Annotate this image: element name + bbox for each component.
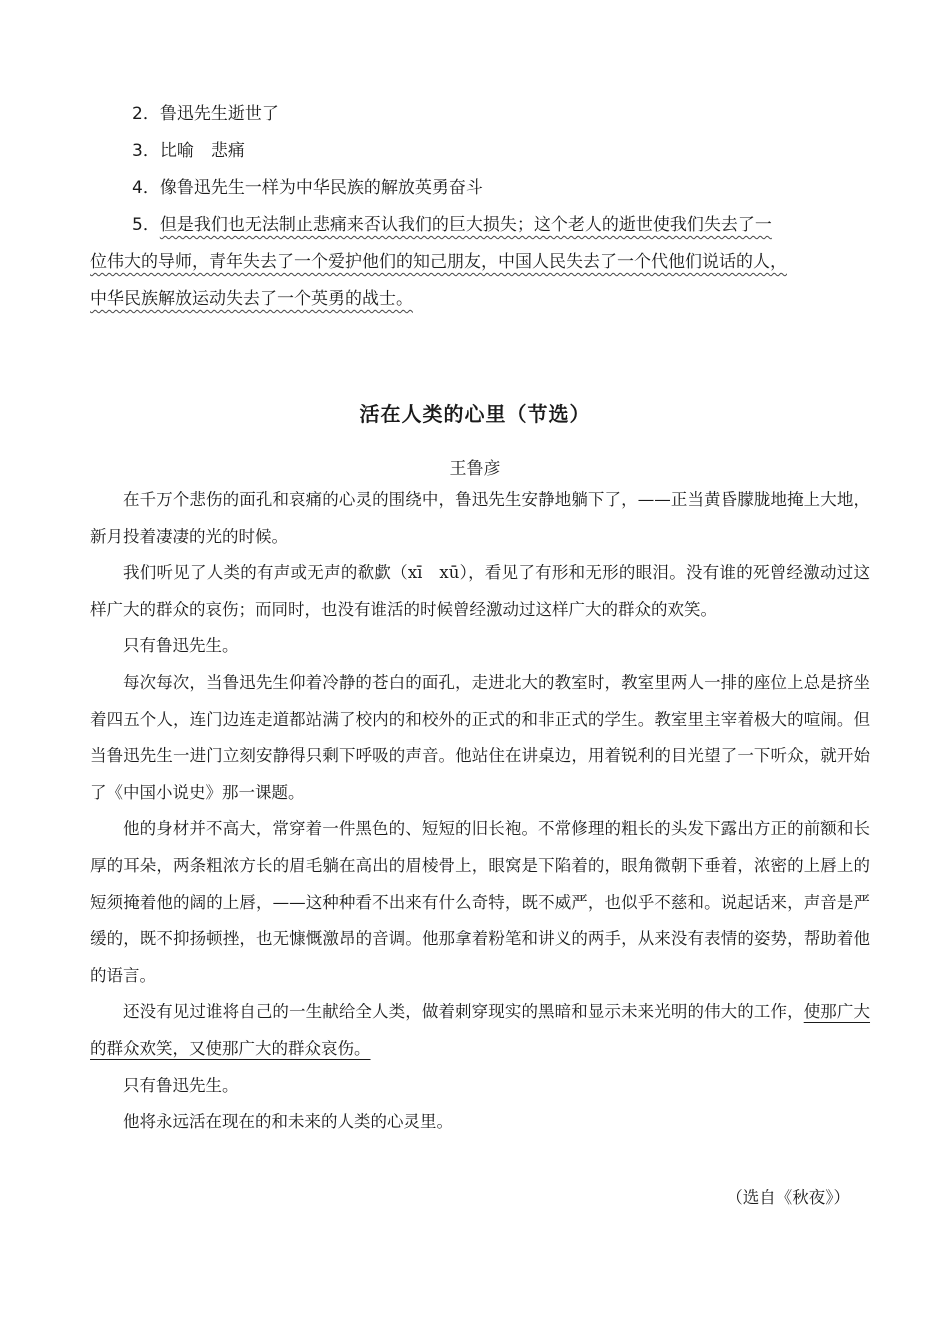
answer-5-line-3 <box>90 281 880 318</box>
paragraph-6-text: 还没有见过谁将自己的一生献给全人类，做着刺穿现实的黑暗和显示未来光明的伟大的工作， <box>123 1002 804 1022</box>
paragraph-4: 每次每次，当鲁迅先生仰着冷静的苍白的面孔，走进北大的教室时，教室里两人一排的座位上总是挤坐着四五个人，连门边连走道都站满了校内的和校外的正式的和非正式的学生。教室里主宰着极大的喧闹。但当鲁迅先生一进门立刻安静得只剩下呼吸的声音。他站住在讲桌边，用着锐利的目光望了一下听众，就开始了《中国小说史》那一课题。 <box>90 672 870 802</box>
article-author: 王鲁彦 <box>449 459 501 479</box>
article-source: （选自《秋夜》） <box>726 1188 850 1207</box>
answer-2: 2．鲁迅先生逝世了 <box>132 104 279 124</box>
paragraph-7: 只有鲁迅先生。 <box>123 1075 239 1095</box>
answer-5-text-3: 中华民族解放运动失去了一个英勇的战士。 <box>90 289 413 309</box>
answer-5-text-2: 位伟大的导师，青年失去了一个爱护他们的知己朋友，中国人民失去了一个代他们说话的人， <box>90 252 787 272</box>
paragraph-3: 只有鲁迅先生。 <box>123 636 239 656</box>
answer-5-text-1: 但是我们也无法制止悲痛来否认我们的巨大损失；这个老人的逝世使我们失去了一 <box>159 215 772 235</box>
paragraph-1: 在千万个悲伤的面孔和哀痛的心灵的围绕中，鲁迅先生安静地躺下了，——正当黄昏朦胧地掩上大地，新月投着凄凄的光的时候。 <box>90 490 870 546</box>
paragraph-5: 他的身材并不高大，常穿着一件黑色的、短短的旧长袍。不常修理的粗长的头发下露出方正的前额和长厚的耳朵，两条粗浓方长的眉毛躺在高出的眉棱骨上，眼窝是下陷着的，眼角微朝下垂着，浓密的上唇上的短须掩着他的阔的上唇，——这种种看不出来有什么奇特，既不威严，也似乎不慈和。说起话来，声音是严缓的，既不抑扬顿挫，也无慷慨激昂的音调。他那拿着粉笔和讲义的两手，从来没有表情的姿势，帮助着他的语言。 <box>90 819 870 985</box>
answer-5-line-2 <box>90 244 880 281</box>
article-body <box>90 482 870 1141</box>
answer-list <box>90 96 880 318</box>
answer-3: 3．比喻 悲痛 <box>132 141 245 161</box>
answer-5-line-1 <box>90 207 880 244</box>
answer-4: 4．像鲁迅先生一样为中华民族的解放英勇奋斗 <box>132 178 483 198</box>
paragraph-6 <box>90 994 870 1067</box>
article-title: 活在人类的心里（节选） <box>359 402 591 426</box>
paragraph-2: 我们听见了人类的有声或无声的欷歔（xī xū），看见了有形和无形的眼泪。没有谁的死曾经激动过这样广大的群众的哀伤；而同时，也没有谁活的时候曾经激动过这样广大的群众的欢笑。 <box>90 563 870 619</box>
paragraph-6-underlined: 使那广大的群众欢笑，又使那广大的群众哀伤。 <box>90 1002 871 1058</box>
paragraph-8: 他将永远活在现在的和未来的人类的心灵里。 <box>123 1112 453 1132</box>
answer-5-number: 5． <box>132 215 160 235</box>
